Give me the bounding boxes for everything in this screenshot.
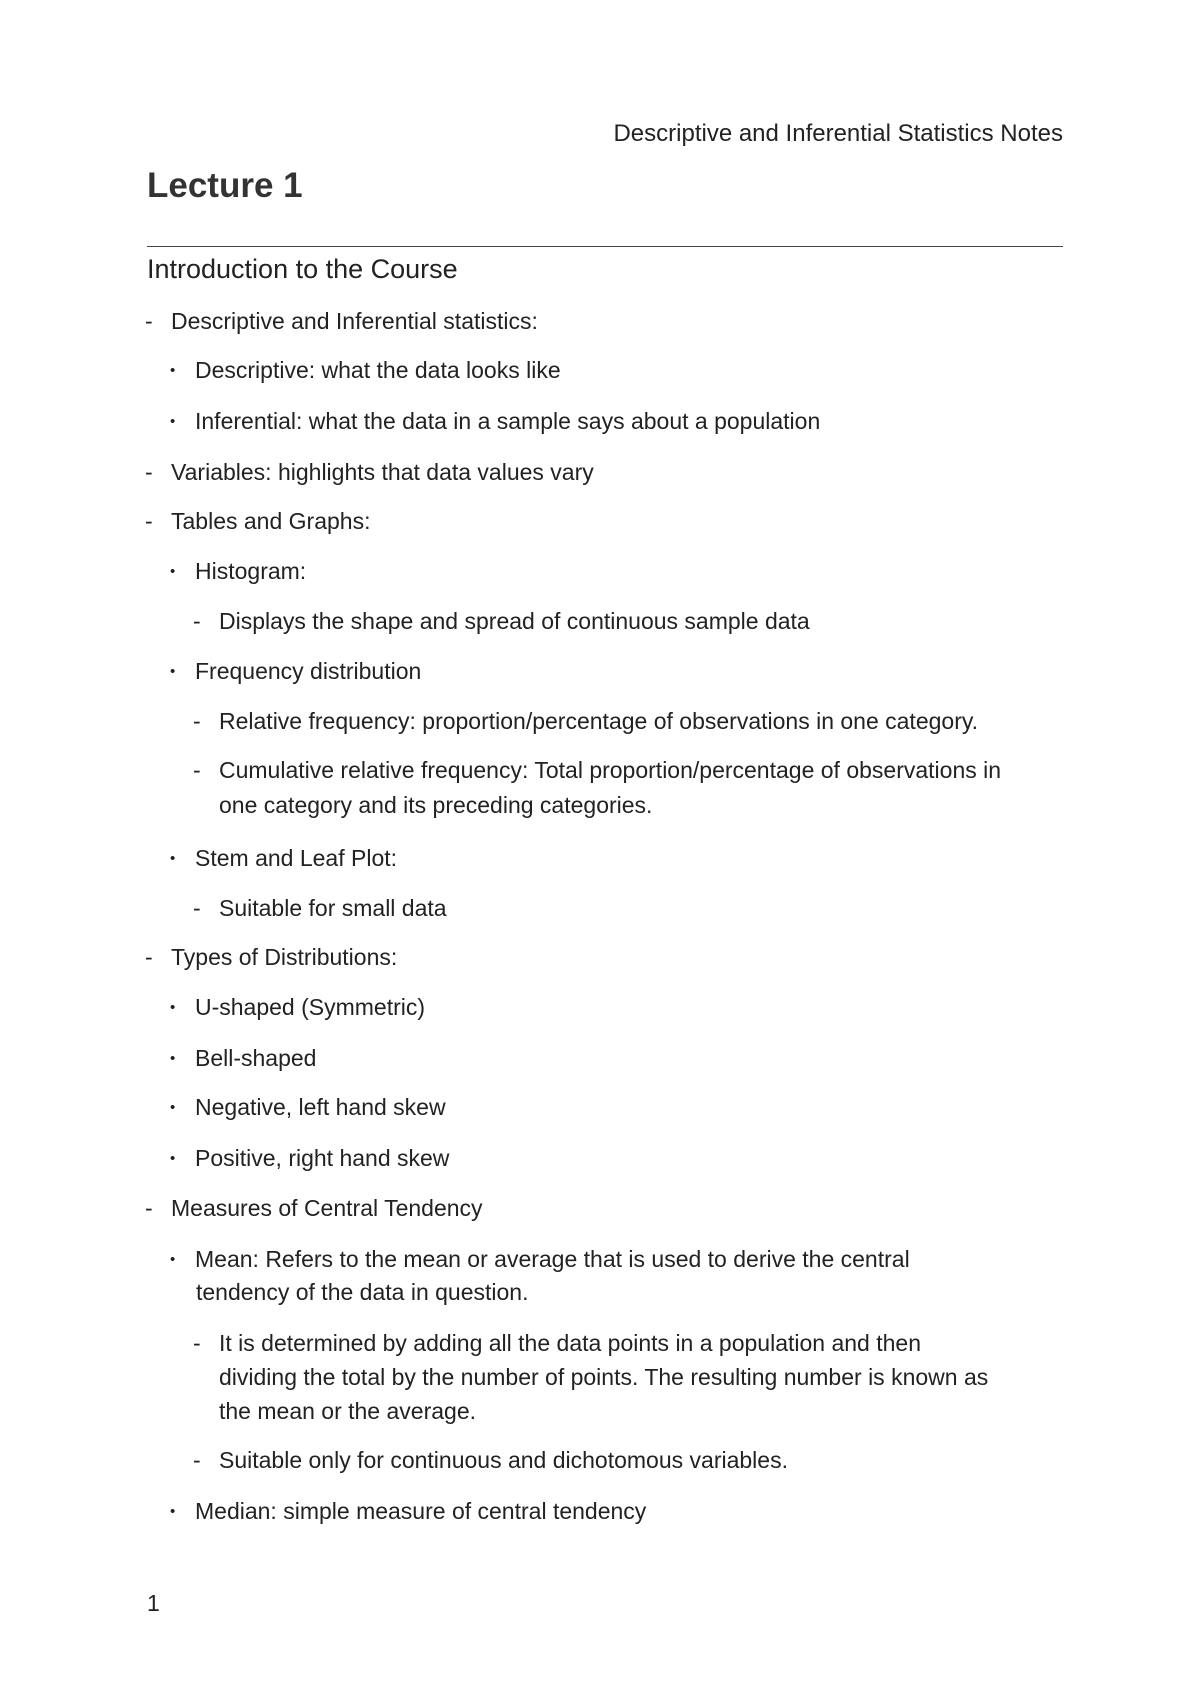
bullet-marker: • [170, 663, 176, 680]
bullet-marker: • [170, 1251, 176, 1268]
bullet-marker: • [170, 1503, 176, 1520]
list-item: - It is determined by adding all the data points in a population and then [193, 1326, 921, 1360]
bullet-marker: • [170, 1099, 176, 1116]
list-item: - Suitable only for continuous and dichotomous variables. [193, 1443, 788, 1477]
document-header: Descriptive and Inferential Statistics Notes [613, 120, 1063, 147]
list-item: • Inferential: what the data in a sample says about a population [170, 404, 820, 439]
list-item: • Median: simple measure of central tendency [170, 1494, 646, 1529]
bullet-marker: • [170, 850, 176, 867]
bullet-marker: • [170, 563, 176, 580]
list-item-continuation: tendency of the data in question. [196, 1279, 529, 1305]
list-item: - Suitable for small data [193, 891, 447, 925]
list-item: - Measures of Central Tendency [145, 1191, 483, 1225]
bullet-marker: • [170, 1050, 176, 1067]
list-item: • Frequency distribution [170, 654, 421, 689]
list-item: • Stem and Leaf Plot: [170, 841, 397, 876]
list-item: • Histogram: [170, 554, 306, 589]
horizontal-divider [147, 246, 1063, 247]
bullet-marker: • [170, 413, 176, 430]
list-item-continuation: the mean or the average. [219, 1398, 476, 1424]
dash-marker: - [145, 459, 153, 485]
dash-marker: - [145, 944, 153, 970]
dash-marker: - [193, 708, 201, 734]
page-number: 1 [147, 1590, 160, 1616]
bullet-marker: • [170, 1150, 176, 1167]
dash-marker: - [193, 1447, 201, 1473]
dash-marker: - [193, 608, 201, 634]
section-title: Introduction to the Course [147, 254, 458, 284]
dash-marker: - [145, 1195, 153, 1221]
lecture-title: Lecture 1 [147, 166, 303, 205]
list-item: - Tables and Graphs: [145, 504, 370, 538]
list-item: • Mean: Refers to the mean or average that is used to derive the central [170, 1242, 910, 1277]
list-item: • U-shaped (Symmetric) [170, 990, 425, 1025]
dash-marker: - [145, 508, 153, 534]
dash-marker: - [193, 1330, 201, 1356]
list-item-continuation: one category and its preceding categories. [219, 792, 653, 818]
list-item: - Variables: highlights that data values vary [145, 455, 594, 489]
list-item: - Displays the shape and spread of continuous sample data [193, 604, 810, 638]
list-item: • Descriptive: what the data looks like [170, 353, 561, 388]
list-item: • Negative, left hand skew [170, 1090, 446, 1125]
list-item: - Descriptive and Inferential statistics: [145, 304, 538, 338]
list-item: • Bell-shaped [170, 1041, 316, 1076]
list-item: - Cumulative relative frequency: Total proportion/percentage of observations in [193, 753, 1001, 787]
list-item: • Positive, right hand skew [170, 1141, 449, 1176]
bullet-marker: • [170, 362, 176, 379]
dash-marker: - [145, 308, 153, 334]
list-item-continuation: dividing the total by the number of points. The resulting number is known as [219, 1364, 989, 1390]
list-item: - Relative frequency: proportion/percentage of observations in one category. [193, 704, 978, 738]
bullet-marker: • [170, 999, 176, 1016]
dash-marker: - [193, 895, 201, 921]
list-item: - Types of Distributions: [145, 940, 397, 974]
dash-marker: - [193, 757, 201, 783]
